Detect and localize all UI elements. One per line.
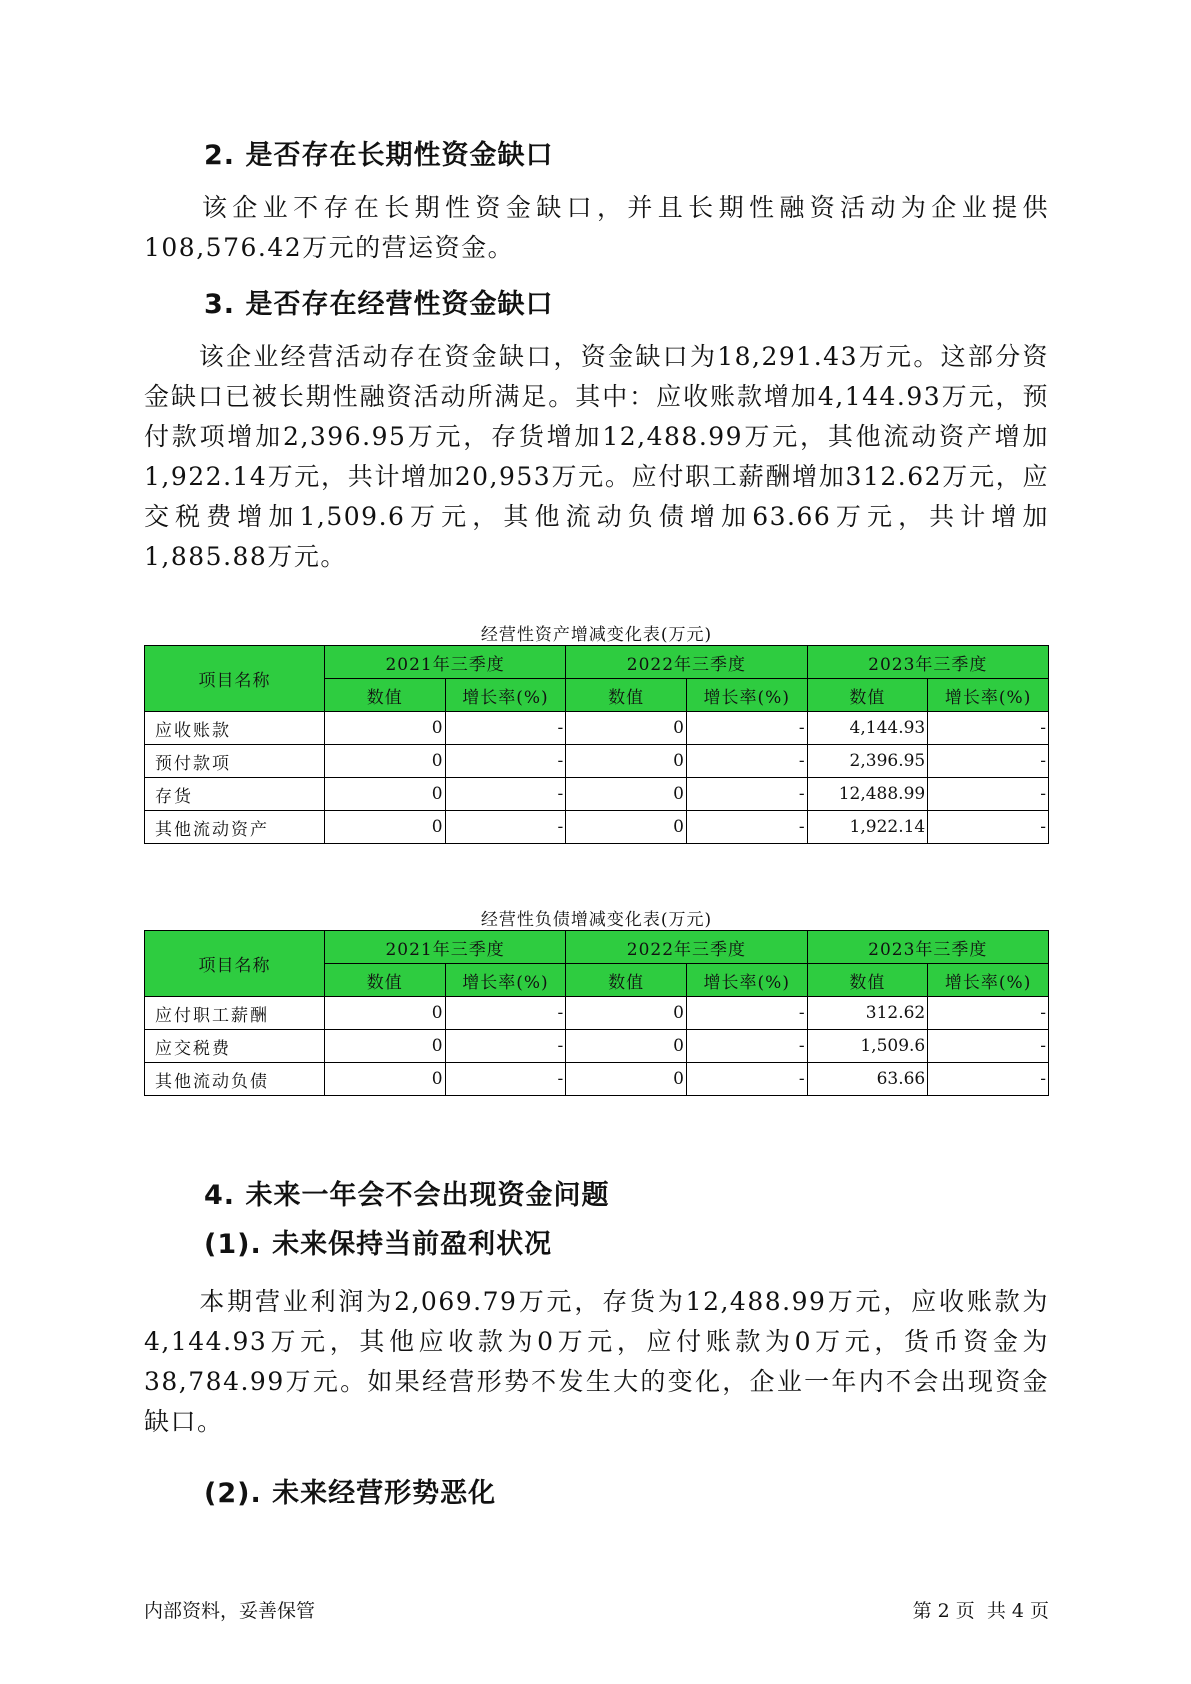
section-3-paragraph: 该企业经营活动存在资金缺口，资金缺口为18,291.43万元。这部分资金缺口已被长期性融资活动所满足。其中：应收账款增加4,144.93万元，预付款项增加2,396.95万元，存货增加12,488.99万元，其他流动资产增加1,922.14万元，共计增加20,953万元。应付职工薪酬增加312.62万元，应交税费增加1,509.6万元，其他流动负债增加63.66万元，共计增加1,885.88万元。 bbox=[144, 342, 1049, 571]
cell-value: 0 bbox=[324, 745, 445, 778]
table-row bbox=[145, 1063, 1049, 1096]
section-4-1-title: (1). 未来保持当前盈利状况 bbox=[204, 1229, 553, 1260]
cell-rate: - bbox=[686, 1030, 807, 1063]
cell-value: 0 bbox=[566, 778, 687, 811]
cell-rate: - bbox=[928, 997, 1049, 1030]
table-row bbox=[145, 745, 1049, 778]
section-4-title: 4. 未来一年会不会出现资金问题 bbox=[204, 1180, 610, 1211]
cell-rate: - bbox=[686, 1063, 807, 1096]
header-period-2023: 2023年三季度 bbox=[807, 646, 1048, 679]
row-name: 预付款项 bbox=[145, 745, 325, 778]
row-name: 应交税费 bbox=[145, 1030, 325, 1063]
cell-rate: - bbox=[445, 712, 566, 745]
header-value: 数值 bbox=[807, 679, 928, 712]
cell-rate: - bbox=[445, 745, 566, 778]
cell-value: 0 bbox=[566, 811, 687, 844]
cell-value: 4,144.93 bbox=[807, 712, 928, 745]
section-4-2-title: (2). 未来经营形势恶化 bbox=[204, 1478, 497, 1509]
asset-change-table bbox=[144, 645, 1049, 844]
header-period-2022: 2022年三季度 bbox=[566, 646, 807, 679]
header-rate: 增长率(%) bbox=[686, 964, 807, 997]
cell-value: 0 bbox=[324, 997, 445, 1030]
cell-rate: - bbox=[686, 712, 807, 745]
cell-value: 0 bbox=[566, 745, 687, 778]
header-value: 数值 bbox=[324, 964, 445, 997]
header-value: 数值 bbox=[566, 964, 687, 997]
table-row bbox=[145, 1030, 1049, 1063]
cell-rate: - bbox=[445, 1030, 566, 1063]
row-name: 应收账款 bbox=[145, 712, 325, 745]
cell-rate: - bbox=[686, 811, 807, 844]
section-3-title: 3. 是否存在经营性资金缺口 bbox=[204, 289, 554, 320]
cell-rate: - bbox=[445, 778, 566, 811]
cell-value: 0 bbox=[566, 712, 687, 745]
header-rate: 增长率(%) bbox=[928, 679, 1049, 712]
header-item-name: 项目名称 bbox=[145, 931, 325, 997]
cell-value: 0 bbox=[324, 811, 445, 844]
table-row bbox=[145, 811, 1049, 844]
header-period-2021: 2021年三季度 bbox=[324, 646, 565, 679]
table-row bbox=[145, 712, 1049, 745]
section-4-1-paragraph: 本期营业利润为2,069.79万元，存货为12,488.99万元，应收账款为4,144.93万元，其他应收款为0万元，应付账款为0万元，货币资金为38,784.99万元。如果经营形势不发生大的变化，企业一年内不会出现资金缺口。 bbox=[144, 1287, 1049, 1436]
cell-rate: - bbox=[928, 1063, 1049, 1096]
cell-rate: - bbox=[928, 778, 1049, 811]
header-item-name: 项目名称 bbox=[145, 646, 325, 712]
header-period-2023: 2023年三季度 bbox=[807, 931, 1048, 964]
cell-rate: - bbox=[686, 778, 807, 811]
cell-rate: - bbox=[686, 997, 807, 1030]
header-rate: 增长率(%) bbox=[445, 964, 566, 997]
cell-value: 0 bbox=[566, 997, 687, 1030]
liability-change-table bbox=[144, 930, 1049, 1096]
row-name: 应付职工薪酬 bbox=[145, 997, 325, 1030]
header-rate: 增长率(%) bbox=[686, 679, 807, 712]
row-name: 存货 bbox=[145, 778, 325, 811]
section-2-title: 2. 是否存在长期性资金缺口 bbox=[204, 140, 554, 171]
cell-rate: - bbox=[928, 811, 1049, 844]
cell-rate: - bbox=[928, 1030, 1049, 1063]
header-period-2022: 2022年三季度 bbox=[566, 931, 807, 964]
cell-value: 312.62 bbox=[807, 997, 928, 1030]
liability-table-caption: 经营性负债增减变化表(万元) bbox=[480, 910, 713, 930]
row-name: 其他流动负债 bbox=[145, 1063, 325, 1096]
cell-value: 2,396.95 bbox=[807, 745, 928, 778]
header-rate: 增长率(%) bbox=[445, 679, 566, 712]
cell-value: 0 bbox=[324, 778, 445, 811]
header-value: 数值 bbox=[566, 679, 687, 712]
cell-rate: - bbox=[445, 1063, 566, 1096]
cell-rate: - bbox=[686, 745, 807, 778]
header-value: 数值 bbox=[324, 679, 445, 712]
cell-value: 0 bbox=[566, 1030, 687, 1063]
cell-value: 1,922.14 bbox=[807, 811, 928, 844]
footer-page-number: 第 2 页 共 4 页 bbox=[912, 1600, 1049, 1622]
footer-confidential-note: 内部资料，妥善保管 bbox=[144, 1600, 316, 1622]
table-row bbox=[145, 778, 1049, 811]
section-2-paragraph: 该企业不存在长期性资金缺口，并且长期性融资活动为企业提供108,576.42万元的营运资金。 bbox=[144, 193, 1049, 262]
cell-value: 0 bbox=[324, 1030, 445, 1063]
row-name: 其他流动资产 bbox=[145, 811, 325, 844]
cell-rate: - bbox=[928, 712, 1049, 745]
cell-value: 0 bbox=[566, 1063, 687, 1096]
cell-value: 0 bbox=[324, 712, 445, 745]
cell-rate: - bbox=[445, 811, 566, 844]
asset-table-caption: 经营性资产增减变化表(万元) bbox=[480, 625, 713, 645]
header-rate: 增长率(%) bbox=[928, 964, 1049, 997]
header-period-2021: 2021年三季度 bbox=[324, 931, 565, 964]
cell-value: 1,509.6 bbox=[807, 1030, 928, 1063]
cell-rate: - bbox=[928, 745, 1049, 778]
cell-rate: - bbox=[445, 997, 566, 1030]
cell-value: 12,488.99 bbox=[807, 778, 928, 811]
table-row bbox=[145, 997, 1049, 1030]
header-value: 数值 bbox=[807, 964, 928, 997]
cell-value: 63.66 bbox=[807, 1063, 928, 1096]
cell-value: 0 bbox=[324, 1063, 445, 1096]
